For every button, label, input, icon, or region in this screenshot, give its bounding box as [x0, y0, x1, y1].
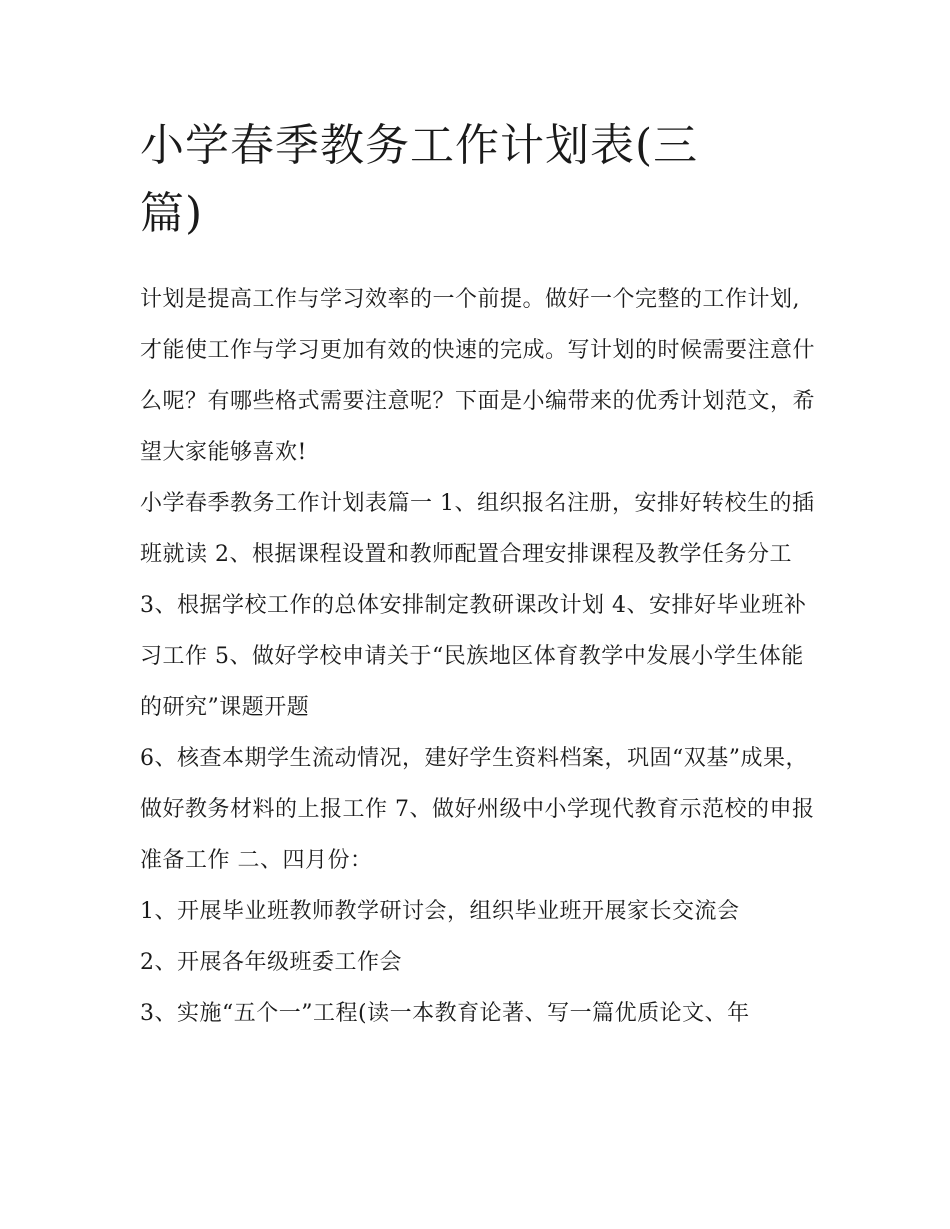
document-page — [140, 112, 820, 1039]
body-paragraph: 1、开展毕业班教师教学研讨会，组织毕业班开展家长交流会 — [140, 899, 740, 924]
document-title — [140, 112, 820, 248]
body-paragraph: 6、核查本期学生流动情况，建好学生资料档案，巩固“双基”成果，做好教务材料的上报工作 7、做好州级中小学现代教育示范校的申报准备工作 二、四月份： — [140, 746, 815, 873]
title-line-2: 篇) — [140, 188, 204, 239]
body-paragraph: 3、根据学校工作的总体安排制定教研课改计划 4、安排好毕业班补习工作 5、做好学校申请关于“民族地区体育教学中发展小学生体能的研究”课题开题 — [140, 593, 807, 720]
intro-paragraph: 计划是提高工作与学习效率的一个前提。做好一个完整的工作计划,才能使工作与学习更加有效的快速的完成。写计划的时候需要注意什么呢？有哪些格式需要注意呢？下面是小编带来的优秀计划范文，希望大家能够喜欢! — [140, 287, 816, 465]
body-paragraph: 2、开展各年级班委工作会 — [140, 950, 402, 975]
body-paragraph: 小学春季教务工作计划表篇一 1、组织报名注册，安排好转校生的插班就读 2、根据课程设置和教师配置合理安排课程及教学任务分工 — [140, 491, 815, 567]
title-line-1: 小学春季教务工作计划表(三 — [140, 120, 699, 171]
body-paragraph: 3、实施“五个一”工程(读一本教育论著、写一篇优质论文、年 — [140, 1001, 750, 1026]
